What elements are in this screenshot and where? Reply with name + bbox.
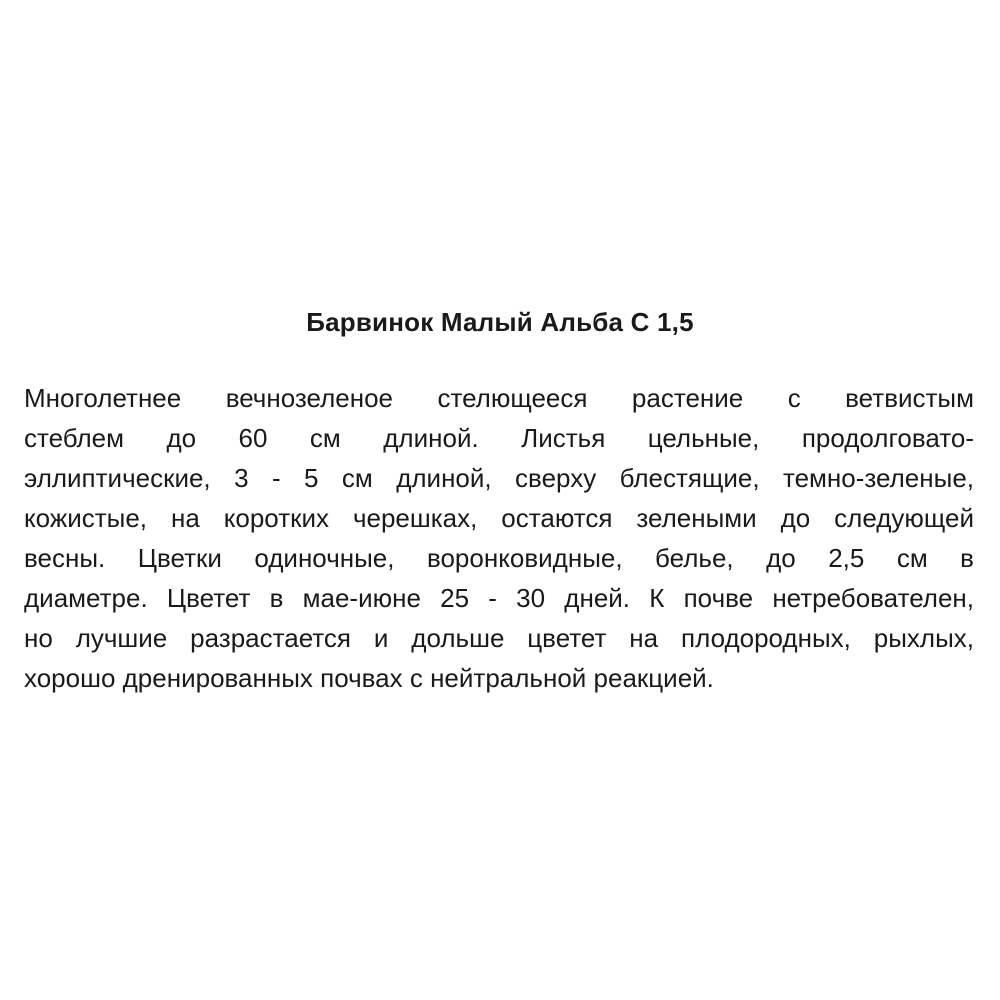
- paragraph-line-3: эллиптические, 3 - 5 см длиной, сверху блестящие, темно-зеленые,: [24, 463, 974, 493]
- paragraph-line-8: хорошо дренированных почвах с нейтральной реакцией.: [24, 663, 714, 693]
- paragraph-line-4: кожистые, на коротких черешках, остаются зелеными до следующей: [24, 503, 974, 533]
- description-paragraph: [24, 378, 974, 698]
- paragraph-line-2: стеблем до 60 см длиной. Листья цельные, продолговато-: [24, 423, 974, 453]
- paragraph-line-6: диаметре. Цветет в мае-июне 25 - 30 дней. К почве нетребователен,: [24, 583, 974, 613]
- document-title: Барвинок Малый Альба С 1,5: [306, 307, 694, 337]
- paragraph-line-7: но лучшие разрастается и дольше цветет на плодородных, рыхлых,: [24, 623, 974, 653]
- paragraph-line-1: Многолетнее вечнозеленое стелющееся растение с ветвистым: [24, 383, 974, 413]
- paragraph-line-5: весны. Цветки одиночные, воронковидные, белье, до 2,5 см в: [24, 543, 974, 573]
